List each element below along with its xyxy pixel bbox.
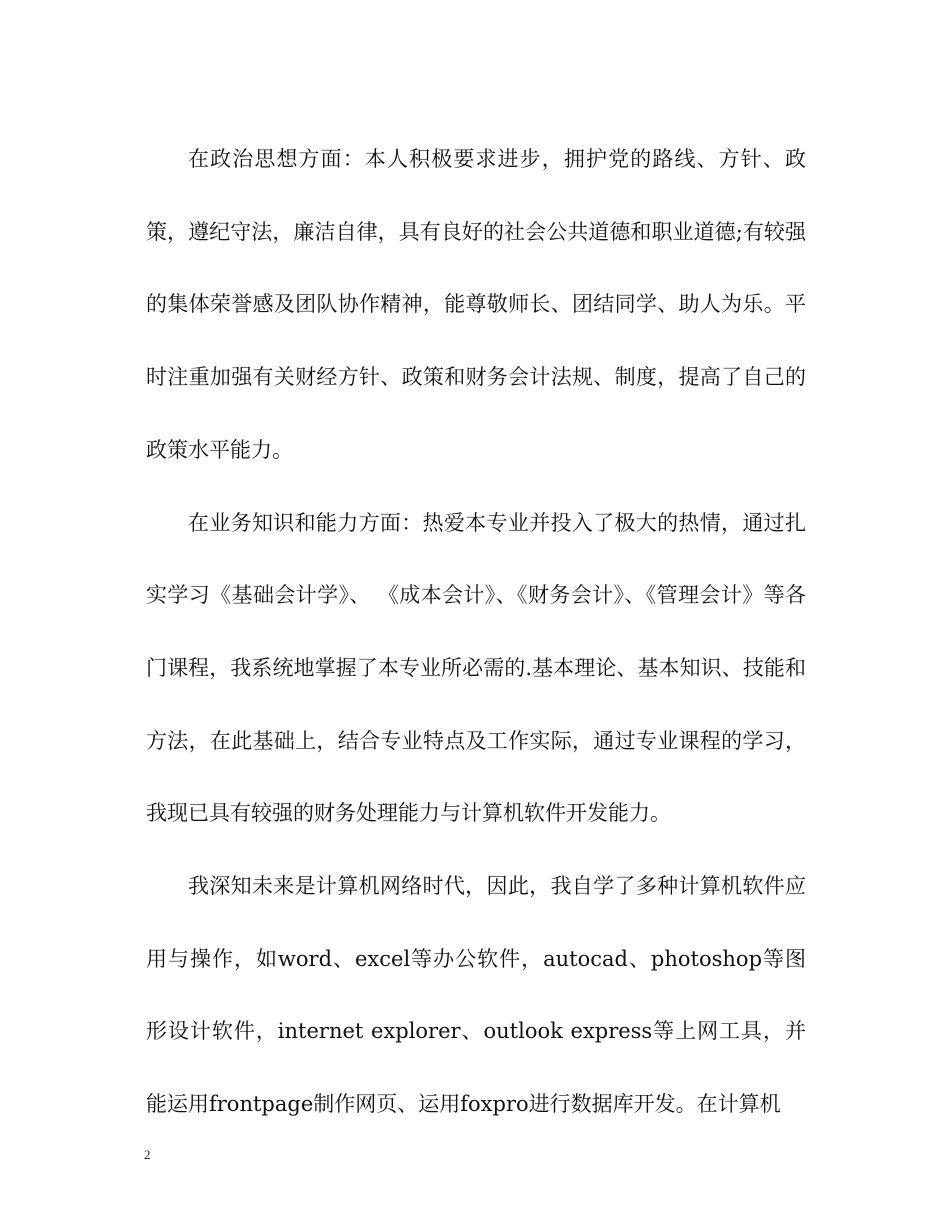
paragraph-computer: 我深知未来是计算机网络时代，因此，我自学了多种计算机软件应用与操作，如word、excel等办公软件，autocad、photoshop等图形设计软件，internet explorer、outlook express等上网工具，并能运用frontpage制作网页、运用foxpro进行数据库开发。在计算机: [146, 874, 806, 1117]
paragraph-political: 在政治思想方面：本人积极要求进步，拥护党的路线、方针、政策，遵纪守法，廉洁自律，具有良好的社会公共道德和职业道德;有较强的集体荣誉感及团队协作精神，能尊敬师长、团结同学、助人为乐。平时注重加强有关财经方针、政策和财务会计法规、制度，提高了自己的政策水平能力。: [146, 147, 806, 462]
document-body: [146, 123, 806, 1141]
paragraph-professional: 在业务知识和能力方面：热爱本专业并投入了极大的热情，通过扎实学习《基础会计学》、 《成本会计》、《财务会计》、《管理会计》等各门课程，我系统地掌握了本专业所必需的.基本理论、基本知识、技能和方法，在此基础上，结合专业特点及工作实际，通过专业课程的学习，我现已具有较强的财务处理能力与计算机软件开发能力。: [146, 510, 806, 826]
page-number: 2: [144, 1147, 151, 1162]
